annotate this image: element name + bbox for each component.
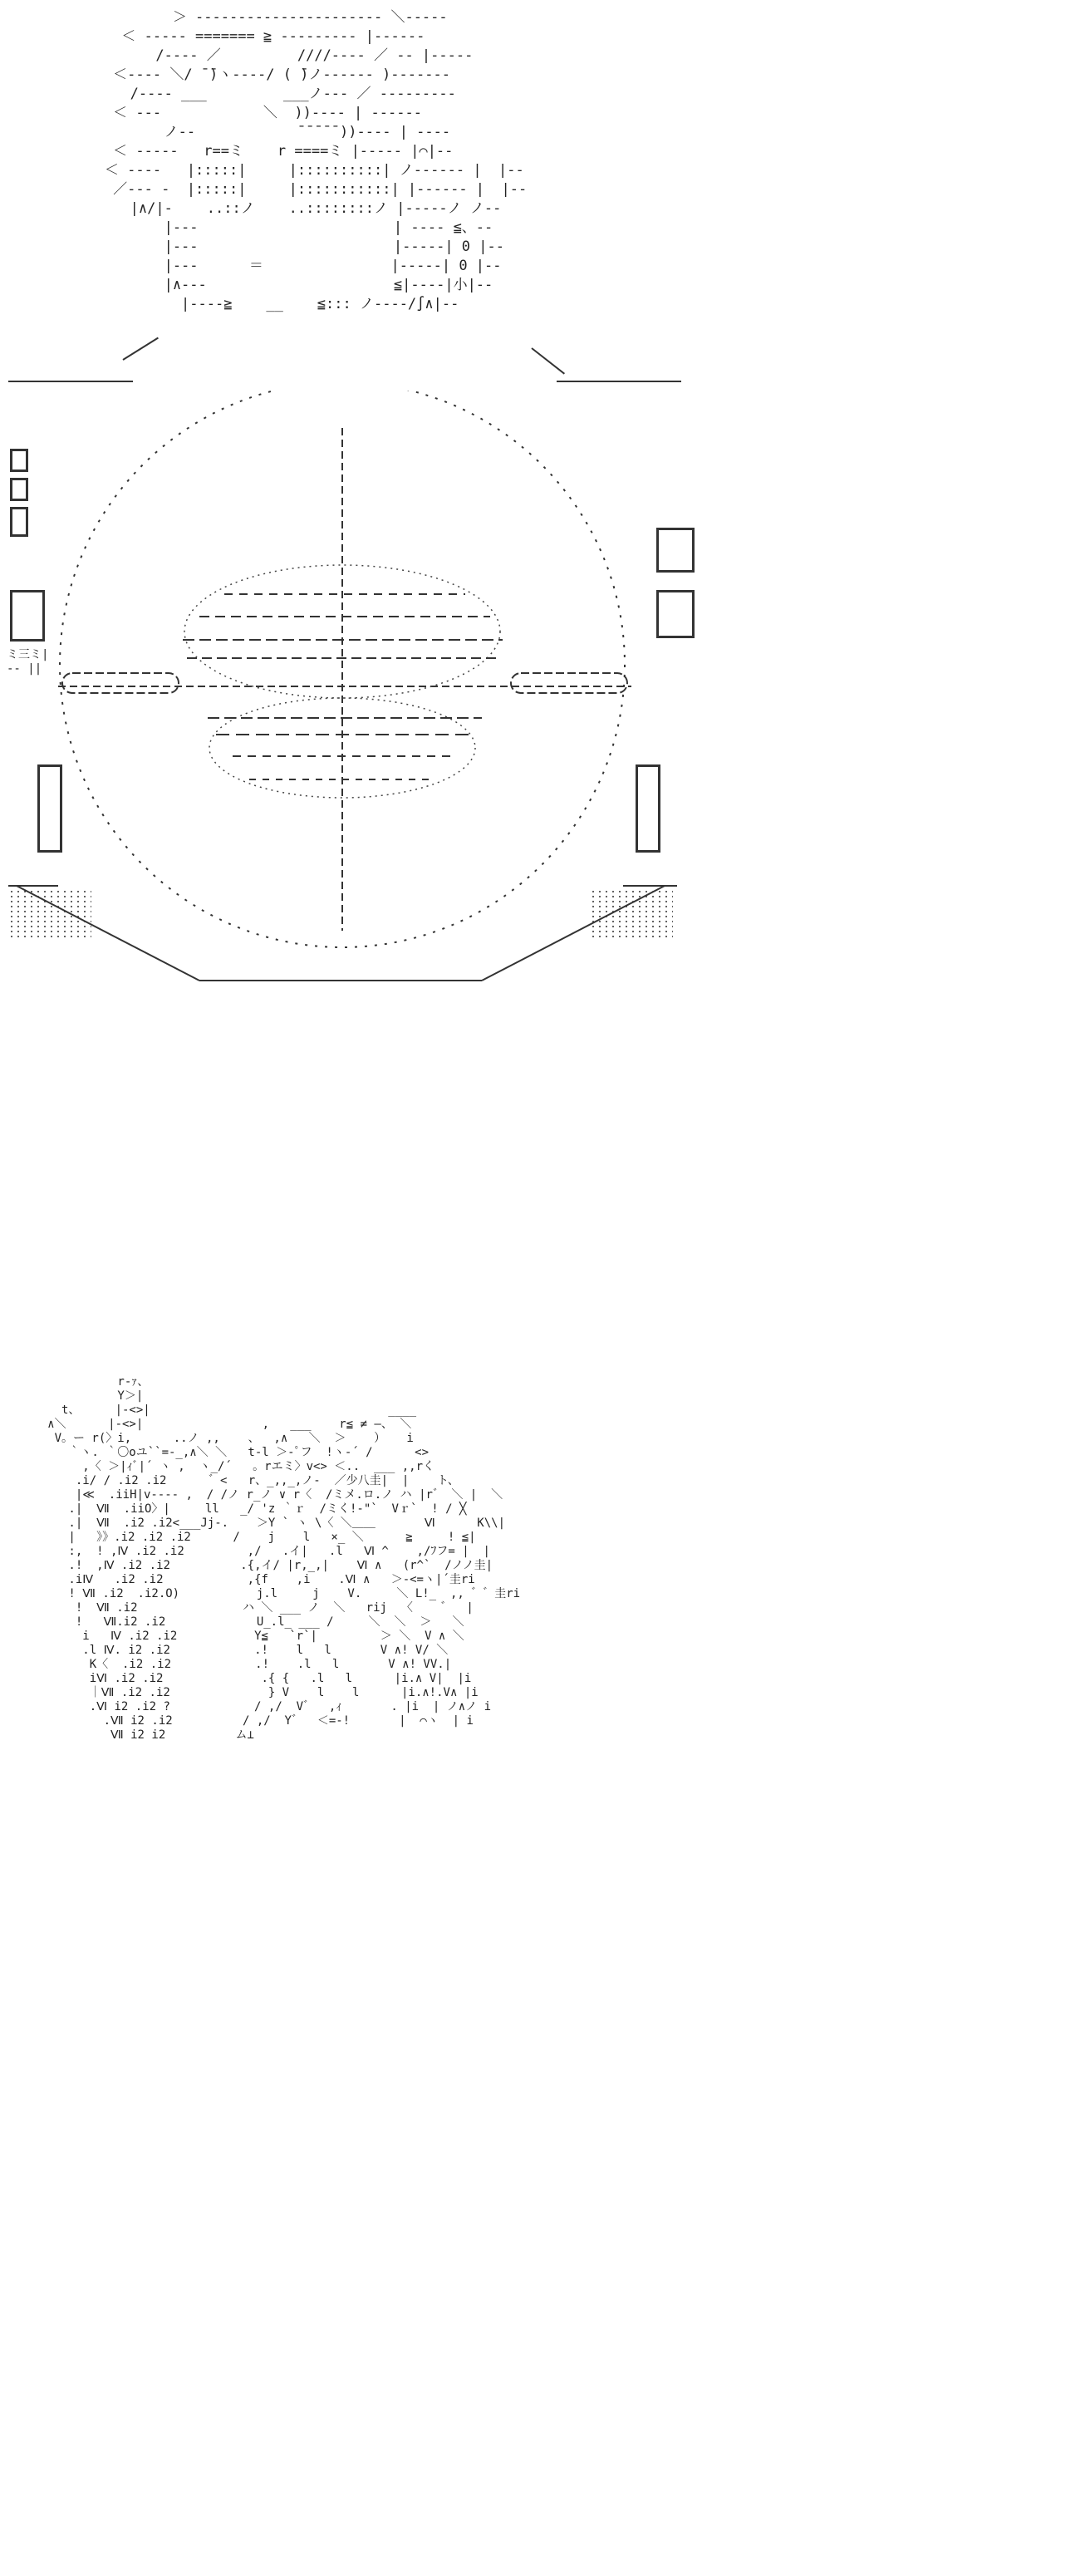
hud-left-panel-5 xyxy=(37,764,62,853)
wing-bar-right xyxy=(511,673,627,693)
wing-bar-left xyxy=(62,673,179,693)
hud-left-panel-1 xyxy=(10,449,28,472)
targeting-reticle xyxy=(0,391,681,989)
hud-right-panel-3 xyxy=(636,764,660,853)
scene1-frame-left-slope xyxy=(122,337,158,361)
hud-right-panel-2 xyxy=(656,590,695,638)
hud-left-panel-2 xyxy=(10,478,28,501)
hud-right-panel-1 xyxy=(656,528,695,573)
hud-left-panel-4 xyxy=(10,590,45,642)
hud-right-dot-field xyxy=(590,889,673,939)
ascii-art-characters-group: r-ｧ、 Y＞| t、 |-<>| ____ ∧＼ |-<>| , ___ r≦ ≠ ―、 ＼ V。ー r(〉i, ..ノ ,, 、 ,∧ ＼ ＞ ） i ｀ヽ. ｀〇oユ``=-_,∧＼ ＼ t-l ＞-ﾟフ !ヽ-´ / <> ,〈 ＞|ｨﾞ|´ ヽ , ヽ_/´ 。rエミ〉v<> ＜.. ___ ,,rく .i/ / .i2 .i2 ゛< r、_,,_,ノ- ／少八圭| | ト、 |≪ .iiH|v---- , / /ノ r_ノ ∨ r〈 /ミメ.ロ.ノ ハ |r゛ ＼ | ＼ .| Ⅶ .iiO〉| ll _/ 'z ｀ｒ /ミく!-"` Vｒ` ! / ╳ .| Ⅶ .i2 .i2<___Jj-. ＞Y ` ヽ \〈 ＼＿＿ Ⅵ K\\| | 》》.i2 .i2 .i2 / j l ×_ ＼ ≧ ! ≦| :, ! ,Ⅳ .i2 .i2 ,/ .イ| .l Ⅵ ^ ,/ﾌフ= | | .! ,Ⅳ .i2 .i2 .{,イ/ |r,_,| Ⅵ ∧ (r^` /ノノ圭| .iⅣ .i2 .i2 ,{f ,i .Ⅵ ∧ ＞-<=ヽ|´圭ri ! Ⅶ .i2 .i2.O) j.l j V. ＼ L!_ ,, ゛゛圭ri ! Ⅶ .i2 ハ ＼ ___ ノ ＼ rij 〈 ゛ | ! Ⅶ.i2 .i2 U_.l_ ___ / ＼ ＼ ＞ ＼ i Ⅳ .i2 .i2 Y≦ `r`| ＞ ＼ V ∧ ＼ .l Ⅳ. i2 .i2 .! l l V ∧! V/ ＼ K〈 .i2 .i2 .! .l l V ∧! VV.| iⅥ .i2 .i2 .{ { .l l |i.∧ V| |i ｜Ⅶ .i2 .i2 } V l l |i.∧!.V∧ |i .Ⅵ i2 .i2 ? / ,/ V゛ ,ｨ . |i | ノ∧ノ i .Ⅶ i2 .i2 / ,/ Y゛ ＜=-! | ⌒ヽ | i Ⅶ i2 i2 ム⊥ xyxy=(47,1375,521,1742)
hud-left-marks: ミ三ミ| -- || xyxy=(7,648,49,676)
scene1-frame-right-line xyxy=(557,381,681,382)
hud-left-panel-3 xyxy=(10,507,28,537)
ascii-art-robot-head: ＞ ---------------------- ＼----- ＜ ----- ======= ≧ --------- |------ /---- ／ ////---- ／ -- |----- ＜---- ＼/ ̄ ̄)ヽ----/ ( ̄)ノ------ )------- /---- ___ ___ノ--- ／ --------- ＜ --- ＼ ))---- | ------ ノ-- ̄ ̄ ̄ ̄ ̄ ))---- | ---- ＜ ----- r==ミ r ====ミ |----- |⌒|-- ＜ ---- |:::::| |::::::::::| ノ------ | |-- ／--- - |:::::| |:::::::::::| |------ | |-- |∧/|- ..::ノ ..::::::::ノ |-----ノ ノ-- |--- | ---- ≦、-- |--- |-----| 0 |-- |--- ＝ |-----| 0 |-- |∧--- ≦|----|小|-- |----≧ __ ≦::: ノ----/∫∧|-- xyxy=(104,9,528,312)
scene1-frame-left-line xyxy=(8,381,133,382)
hud-left-dot-field xyxy=(8,889,91,939)
scene1-frame-right-slope xyxy=(531,347,565,374)
